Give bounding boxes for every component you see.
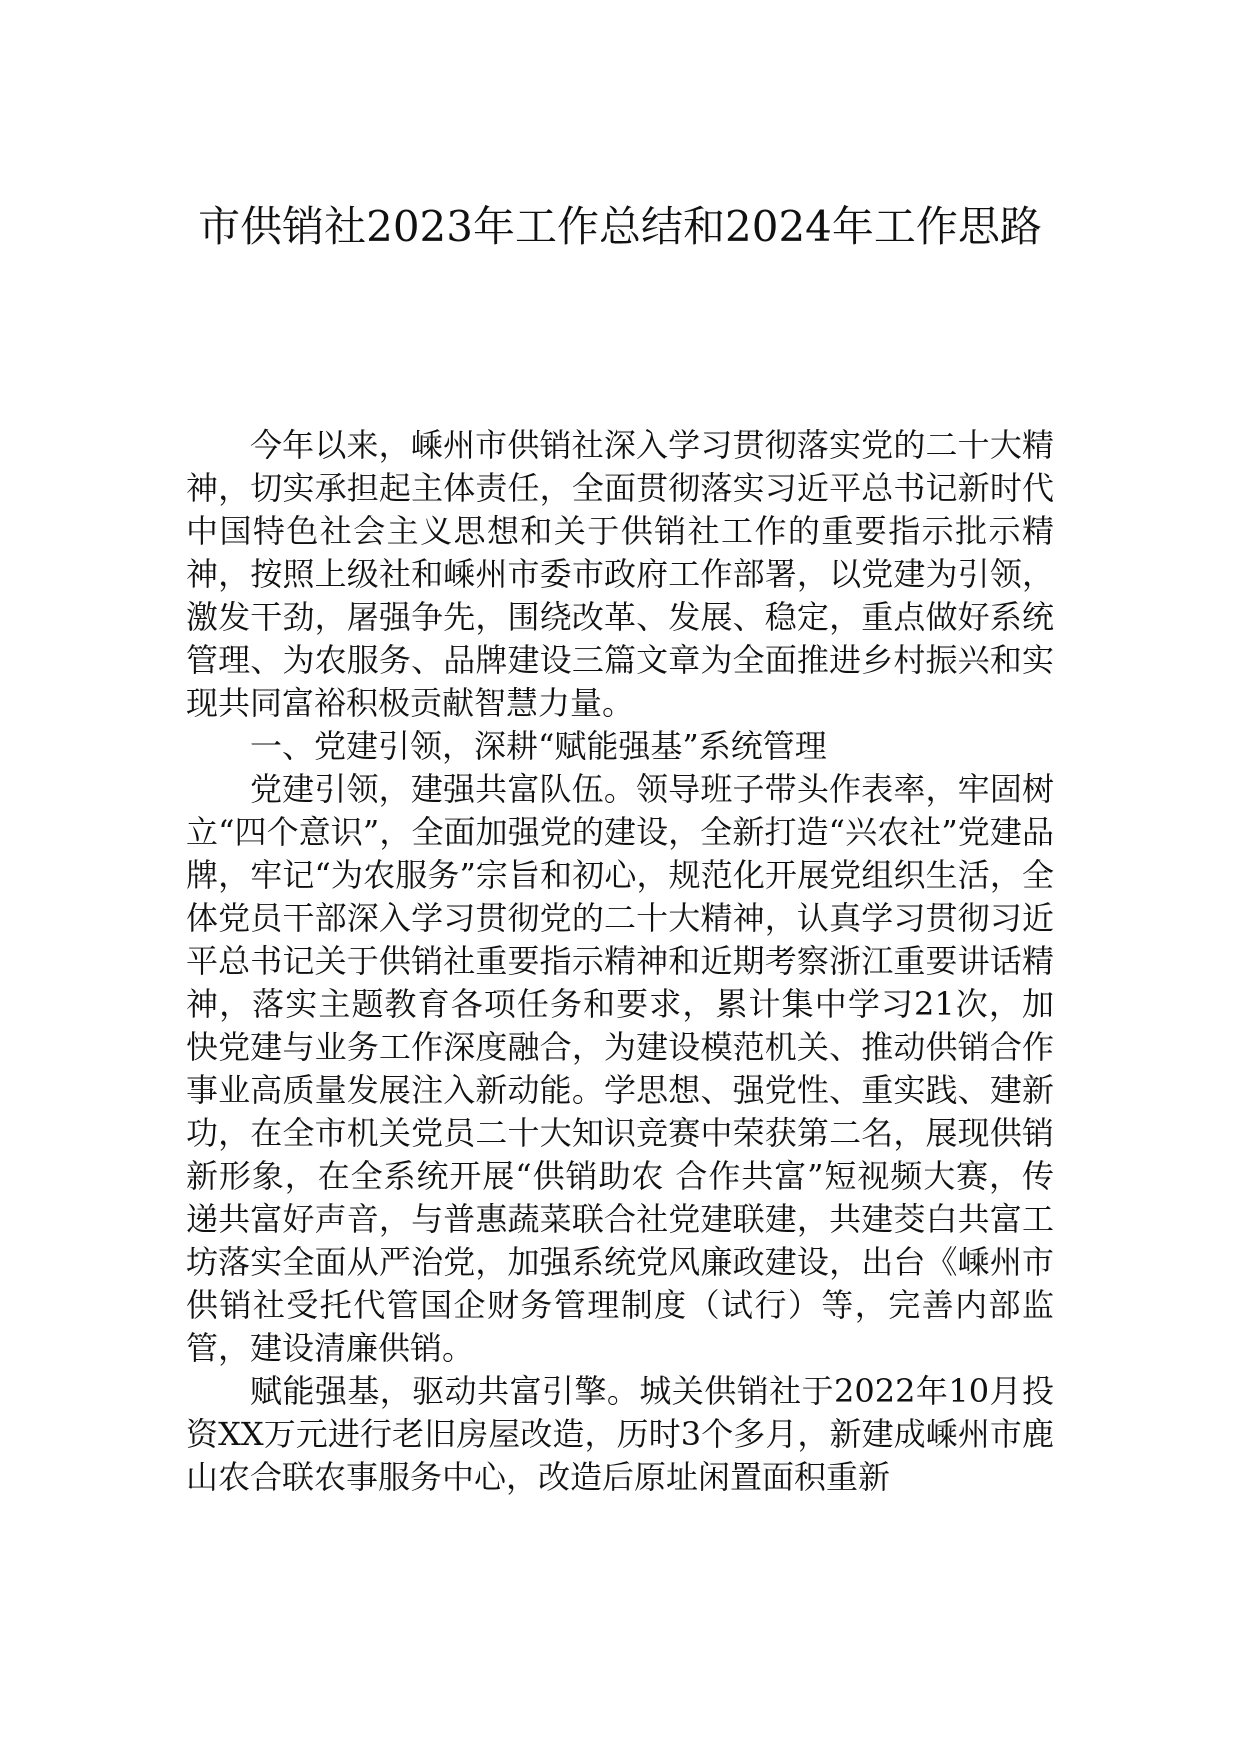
- document-title: 市供销社2023年工作总结和2024年工作思路: [198, 202, 1042, 251]
- paragraph-intro: 今年以来，嵊州市供销社深入学习贯彻落实党的二十大精神，切实承担起主体责任，全面贯彻落实习近平总书记新时代中国特色社会主义思想和关于供销社工作的重要指示批示精神，按照上级社和嵊州市委市政府工作部署，以党建为引领，激发干劲，屠强争先，围绕改革、发展、稳定，重点做好系统管理、为农服务、品牌建设三篇文章为全面推进乡村振兴和实现共同富裕积极贡献智慧力量。: [186, 426, 1054, 722]
- section-heading-1: 一、党建引领，深耕“赋能强基”系统管理: [250, 727, 827, 765]
- paragraph-empowerment: 赋能强基，驱动共富引擎。城关供销社于2022年10月投资XX万元进行老旧房屋改造，历时3个多月，新建成嵊州市鹿山农合联农事服务中心，改造后原址闲置面积重新: [186, 1372, 1054, 1496]
- paragraph-party-building: 党建引领，建强共富队伍。领导班子带头作表率，牢固树立“四个意识”，全面加强党的建设，全新打造“兴农社”党建品牌，牢记“为农服务”宗旨和初心，规范化开展党组织生活，全体党员干部深入学习贯彻党的二十大精神，认真学习贯彻习近平总书记关于供销社重要指示精神和近期考察浙江重要讲话精神，落实主题教育各项任务和要求，累计集中学习21次，加快党建与业务工作深度融合，为建设模范机关、推动供销合作事业高质量发展注入新动能。学思想、强党性、重实践、建新功，在全市机关党员二十大知识竞赛中荣获第二名，展现供销新形象，在全系统开展“供销助农 合作共富”短视频大赛，传递共富好声音，与普惠蔬菜联合社党建联建，共建茭白共富工坊落实全面从严治党，加强系统党风廉政建设，出台《嵊州市供销社受托代管国企财务管理制度（试行）等，完善内部监管，建设清廉供销。: [186, 770, 1054, 1367]
- document-body: [186, 424, 1054, 1499]
